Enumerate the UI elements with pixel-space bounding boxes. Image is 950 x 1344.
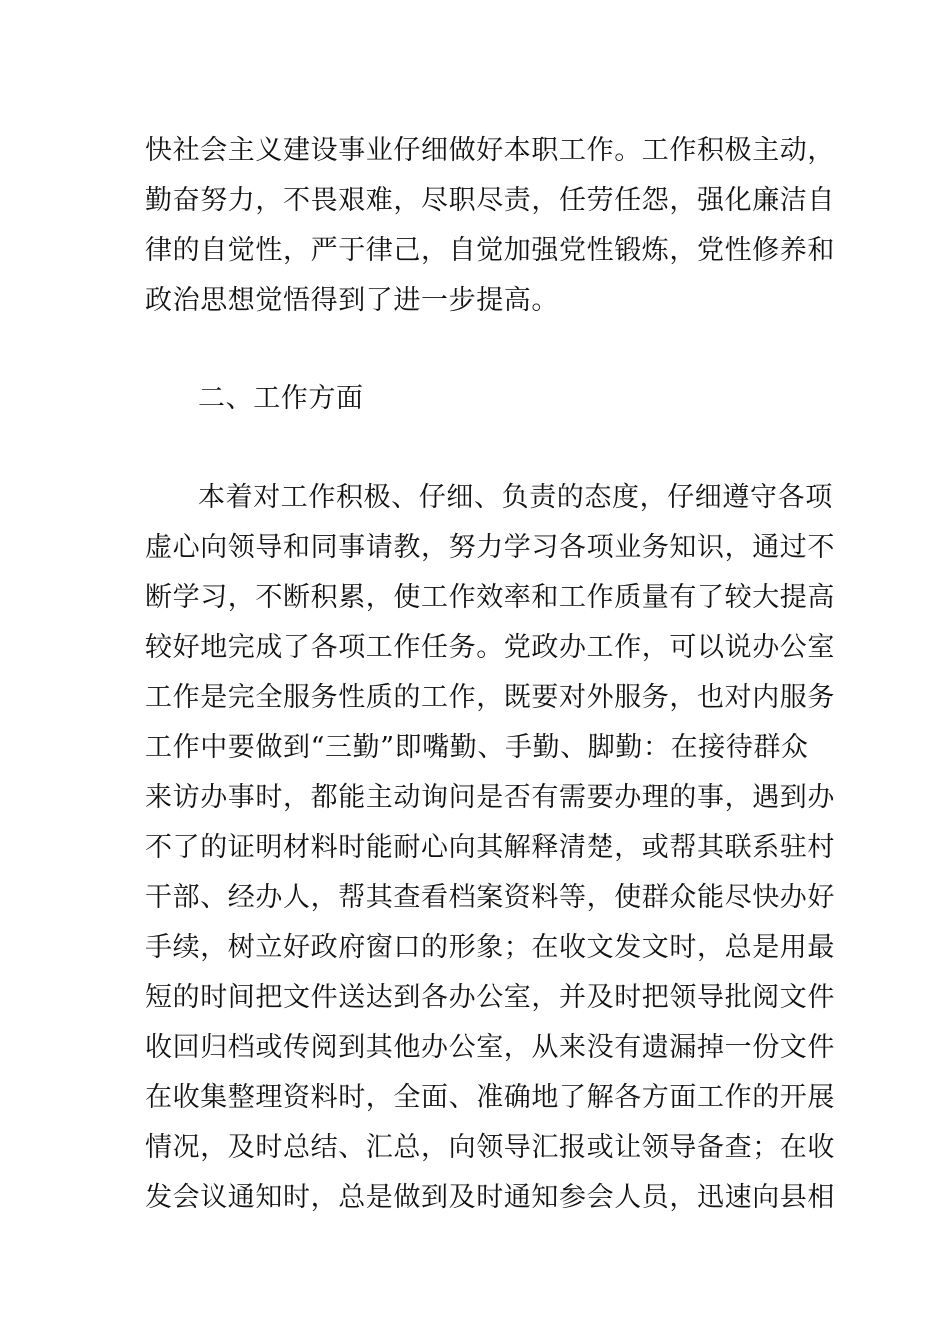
paragraph-2-line: 情况，及时总结、汇总，向领导汇报或让领导备查；在收 <box>145 1132 835 1163</box>
paragraph-2-line: 本着对工作积极、仔细、负责的态度，仔细遵守各项 <box>198 482 833 513</box>
paragraph-1-line: 律的自觉性，严于律己，自觉加强党性锻炼，党性修养和 <box>145 235 835 266</box>
paragraph-2-line: 较好地完成了各项工作任务。党政办工作，可以说办公室 <box>145 632 835 663</box>
paragraph-2-line: 在收集整理资料时，全面、准确地了解各方面工作的开展 <box>145 1082 835 1113</box>
section-heading: 二、工作方面 <box>198 383 364 414</box>
paragraph-2-line: 来访办事时，都能主动询问是否有需要办理的事，遇到办 <box>145 782 835 813</box>
paragraph-1-line: 勤奋努力，不畏艰难，尽职尽责，任劳任怨，强化廉洁自 <box>145 185 835 216</box>
paragraph-2-line: 工作中要做到“三勤”即嘴勤、手勤、脚勤：在接待群众 <box>145 732 809 763</box>
paragraph-2-line: 收回归档或传阅到其他办公室，从来没有遗漏掉一份文件 <box>145 1032 835 1063</box>
paragraph-2-line: 短的时间把文件送达到各办公室，并及时把领导批阅文件 <box>145 982 835 1013</box>
paragraph-2-line: 断学习，不断积累，使工作效率和工作质量有了较大提高 <box>145 582 835 613</box>
paragraph-2-line: 虚心向领导和同事请教，努力学习各项业务知识，通过不 <box>145 532 835 563</box>
paragraph-2-line: 发会议通知时，总是做到及时通知参会人员，迅速向县相 <box>145 1182 835 1213</box>
paragraph-2-line: 不了的证明材料时能耐心向其解释清楚，或帮其联系驻村 <box>145 832 835 863</box>
paragraph-2-line: 工作是完全服务性质的工作，既要对外服务，也对内服务 <box>145 682 835 713</box>
paragraph-2-line: 干部、经办人，帮其查看档案资料等，使群众能尽快办好 <box>145 882 835 913</box>
paragraph-1-line: 政治思想觉悟得到了进一步提高。 <box>145 285 559 316</box>
paragraph-2-line: 手续，树立好政府窗口的形象；在收文发文时，总是用最 <box>145 932 835 963</box>
paragraph-1-line: 快社会主义建设事业仔细做好本职工作。工作积极主动， <box>145 135 835 166</box>
